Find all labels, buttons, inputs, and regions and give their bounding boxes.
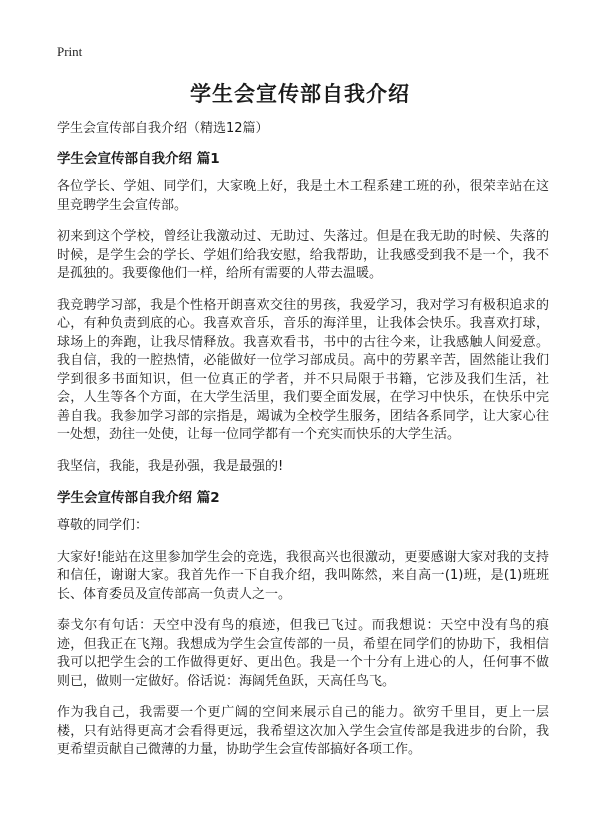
document-subtitle: 学生会宣传部自我介绍（精选12篇） [57, 121, 269, 136]
section-heading: 学生会宣传部自我介绍 篇1 [57, 151, 220, 167]
paragraph: 我坚信，我能，我是孙强，我是最强的! [57, 458, 284, 474]
paragraph: 大家好!能站在这里参加学生会的竞选，我很高兴也很激动，更要感谢大家对我的支持和信任，谢谢大家。我首先作一下自我介绍，我叫陈然，来自高一(1)班，是(1)班班长、体育委员及宣传部高一负责人之一。 [57, 549, 549, 602]
document-body [57, 120, 549, 773]
paragraph: 作为我自己，我需要一个更广阔的空间来展示自己的能力。欲穷千里目，更上一层楼，只有站得更高才会看得更远，我希望这次加入学生会宣传部是我进步的台阶，我更希望贡献自己微薄的力量，协助学生会宣传部搞好各项工作。 [57, 705, 549, 757]
paragraph: 我竞聘学习部，我是个性格开朗喜欢交往的男孩，我爱学习，我对学习有极积追求的心，有种负责到底的心。我喜欢音乐，音乐的海洋里，让我体会快乐。我喜欢打球，球场上的奔跑，让我尽情释放。我喜欢看书，书中的古往今来，让我感触人间爱意。我自信，我的一腔热情，必能做好一位学习部成员。高中的劳累辛苦，固然能让我们学到很多书面知识，但一位真正的学者，并不只局限于书籍，它涉及我们生活，社会，人生等各个方面，在大学生活里，我们要全面发展，在学习中快乐，在快乐中完善自我。我参加学习部的宗指是，竭诚为全校学生服务，团结各系同学，让大家心往一处想，劲往一处使，让每一位同学都有一个充实而快乐的大学生活。 [57, 297, 549, 442]
print-link[interactable]: Print [57, 44, 83, 59]
paragraph: 初来到这个学校，曾经让我激动过、无助过、失落过。但是在我无助的时候、失落的时候，是学生会的学长、学姐们给我安慰，给我帮助，让我感受到我不是一个，我不是孤独的。我要像他们一样，给所有需要的人带去温暖。 [57, 229, 549, 281]
paragraph: 尊敬的同学们： [57, 518, 149, 533]
page-title: 学生会宣传部自我介绍 [190, 82, 410, 106]
section-1 [57, 150, 549, 476]
section-2 [57, 489, 549, 760]
section-heading: 学生会宣传部自我介绍 篇2 [57, 490, 220, 506]
paragraph: 泰戈尔有句话：天空中没有鸟的痕迹，但我已飞过。而我想说：天空中没有鸟的痕迹，但我正在飞翔。我想成为学生会宣传部的一员，希望在同学们的协助下，我相信我可以把学生会的工作做得更好、更出色。我是一个十分有上进心的人，任何事不做则已，做则一定做好。俗话说：海阔凭鱼跃，天高任鸟飞。 [57, 618, 549, 689]
paragraph: 各位学长、学姐、同学们，大家晚上好，我是土木工程系建工班的孙，很荣幸站在这里竞聘学生会宣传部。 [57, 179, 549, 213]
